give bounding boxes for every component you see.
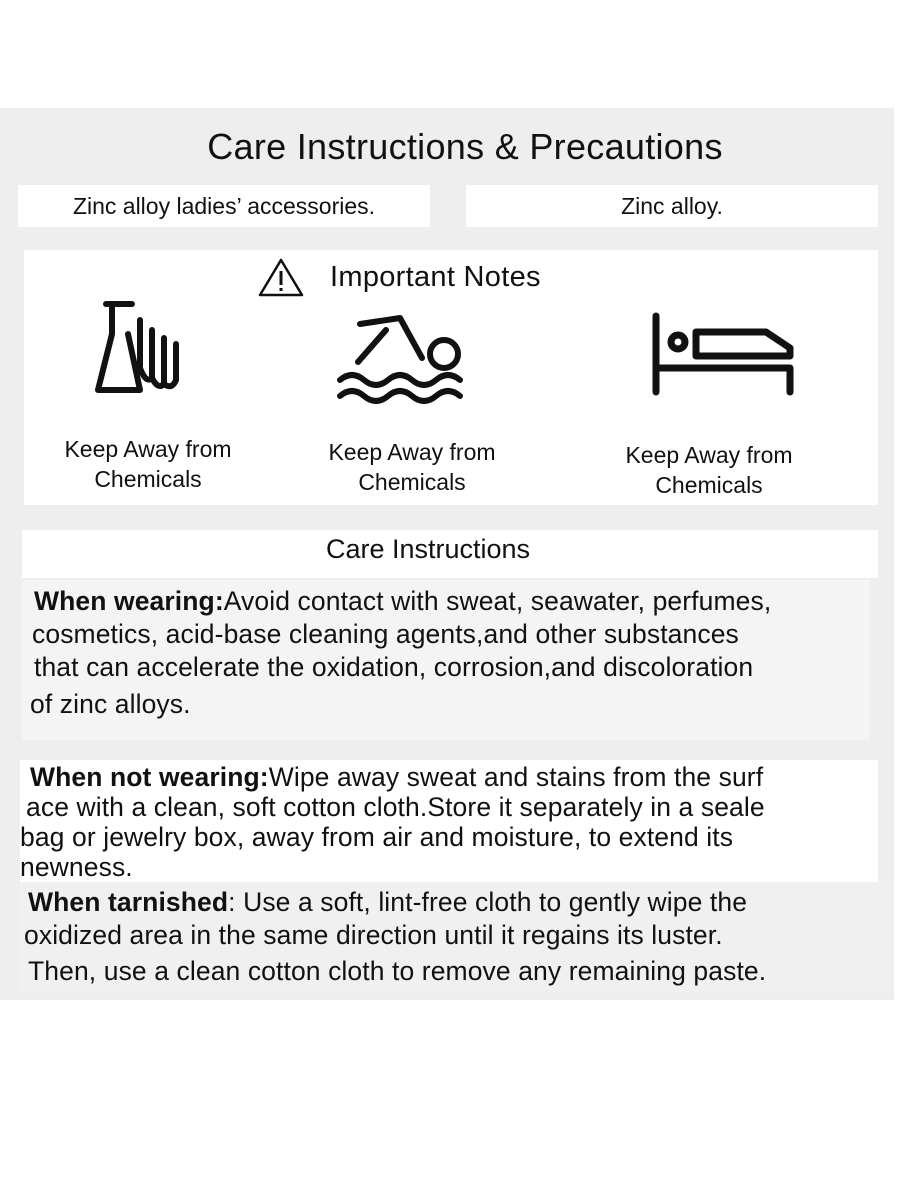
important-notes-header xyxy=(258,256,541,298)
tarnished-lead: When tarnished xyxy=(28,887,229,917)
warning-icon xyxy=(258,257,304,297)
note-caption-2: Keep Away from Chemicals xyxy=(328,439,496,495)
care-instructions-title: Care Instructions xyxy=(325,534,531,564)
bed-icon xyxy=(650,312,796,396)
wearing-paragraph: When wearing:Avoid contact with sweat, seawater, perfumes, cosmetics, acid-base cleaning agents,and other substances that can accelerate the oxidation, corrosion,and discoloration of zinc alloys. xyxy=(30,586,772,719)
swimming-icon xyxy=(336,310,468,406)
page-title: Care Instructions & Precautions xyxy=(207,126,723,167)
important-notes-title: Important Notes xyxy=(330,260,541,293)
not-wearing-lead: When not wearing: xyxy=(30,762,269,792)
note-caption-1: Keep Away from Chemicals xyxy=(64,436,232,492)
chemical-icon xyxy=(92,298,192,400)
wearing-lead: When wearing: xyxy=(34,586,224,616)
note-caption-3: Keep Away from Chemicals xyxy=(625,442,793,498)
material-tag-accessories: Zinc alloy ladies’ accessories. xyxy=(18,185,430,227)
tarnished-paragraph: When tarnished: Use a soft, lint-free cloth to gently wipe the oxidized area in the same direction until it regains its luster. Then, use a clean cotton cloth to remove any remaining paste. xyxy=(24,887,767,986)
material-tag-zinc: Zinc alloy. xyxy=(466,185,878,227)
not-wearing-paragraph: When not wearing:Wipe away sweat and stains from the surf ace with a clean, soft cotton cloth.Store it separately in a seale bag or jewelry box, away from air and moisture, to extend its newness. xyxy=(20,762,765,882)
